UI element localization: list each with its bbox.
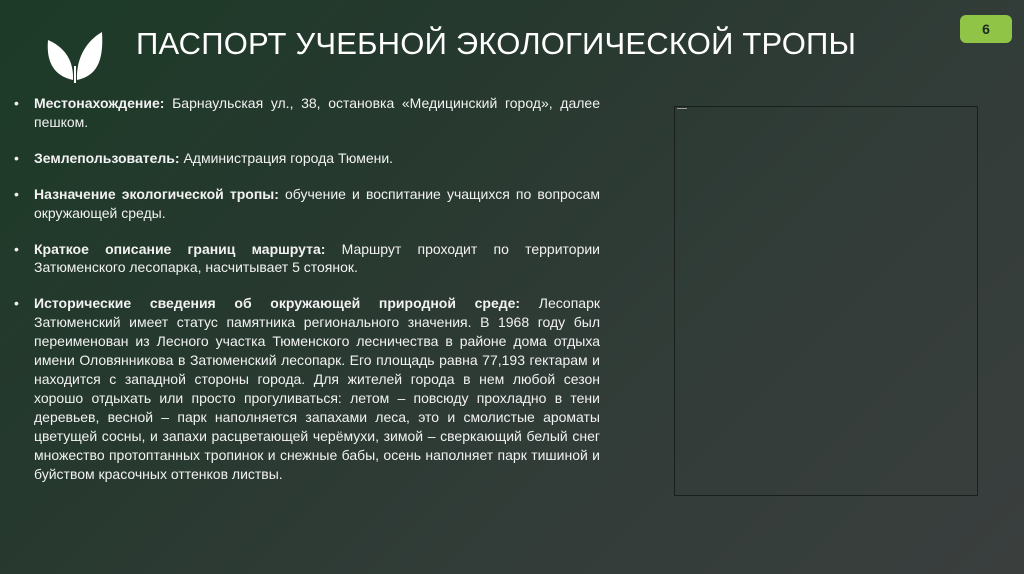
item-label: Краткое описание границ маршрута: [34,240,326,257]
bullet-list [14,94,600,500]
list-item [14,185,600,223]
item-label: Местонахождение: [34,95,165,111]
item-label: Назначение экологической тропы: [34,185,279,202]
frame-corner-mark [677,108,687,109]
item-text: обучение и воспитание учащихся по вопросам окружающей среды. [34,185,601,221]
bullet-glyph: • [14,240,19,257]
list-item [14,149,600,168]
right-leaf-shape [77,32,102,80]
item-text: Барнаульская ул., 38, остановка «Медицинский город», далее пешком. [34,95,600,130]
item-label: Исторические сведения об окружающей природной среде: [34,295,521,312]
bullet-glyph: • [14,295,19,312]
item-text: Маршрут проходит по территории Затюменского лесопарка, насчитывает 5 стоянок. [34,240,600,276]
bullet-glyph: • [14,149,19,166]
leaves-logo-icon [44,26,106,84]
left-leaf-shape [48,40,73,80]
bullet-glyph: • [14,185,19,202]
list-item [14,94,600,132]
list-item [14,240,600,278]
page-number-badge: 6 [960,15,1012,43]
item-label: Землепользователь: [34,149,180,166]
item-text: Администрация города Тюмени. [179,149,394,166]
bullet-glyph: • [14,95,19,111]
slide-title: ПАСПОРТ УЧЕБНОЙ ЭКОЛОГИЧЕСКОЙ ТРОПЫ [136,26,857,61]
item-text: Лесопарк Затюменский имеет статус памятника регионального значения. В 1968 году был переименован из Лесного участка Тюменского лесничества в районе дома отдыха имени Оловянникова в Затюменский лесопарк. Его площадь равна 77,193 гектарам и находится с западной стороны города. Для жителей города в нем любой сезон хорошо отдыхать или просто прогуливаться: летом – повсюду прохладно в тени деревьев, весной – парк наполняется запахами леса, это и смолистые ароматы цветущей сосны, и запахи расцветающей черёмухи, зимой – сверкающий белый снег множество протоптанных тропинок и снежные бабы, осень наполняет парк тишиной и буйством красочных оттенков листвы. [34,295,600,482]
list-item [14,294,600,483]
image-placeholder-frame [674,106,978,496]
